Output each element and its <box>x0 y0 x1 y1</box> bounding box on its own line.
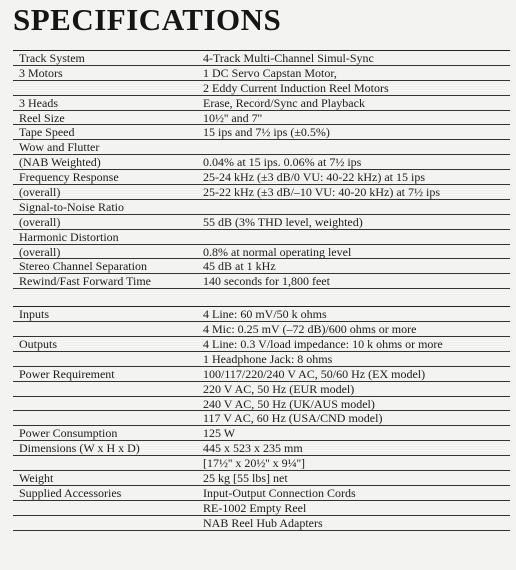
spec-row <box>13 274 510 289</box>
spec-label <box>13 456 191 470</box>
spec-row <box>13 259 510 274</box>
spec-value: RE-1002 Empty Reel <box>203 500 307 515</box>
spec-value: 10½'' and 7'' <box>203 110 262 125</box>
spec-value: [17½'' x 20½'' x 9¼''] <box>203 456 305 471</box>
spec-label: Weight <box>19 471 54 485</box>
spec-label: Reel Size <box>19 110 65 125</box>
spec-row <box>13 111 510 126</box>
spec-label: Stereo Channel Separation <box>19 259 147 274</box>
spec-value: 140 seconds for 1,800 feet <box>203 274 330 289</box>
spec-row <box>13 245 510 260</box>
spec-label: Rewind/Fast Forward Time <box>19 274 152 289</box>
spec-label <box>13 81 191 95</box>
spec-label: Dimensions (W x H x D) <box>19 441 140 456</box>
spec-row <box>13 96 510 111</box>
spec-value: 4-Track Multi-Channel Simul-Sync <box>203 51 374 65</box>
spec-label: Outputs <box>19 337 58 351</box>
spec-value: Input-Output Connection Cords <box>203 485 356 500</box>
spec-value: 4 Mic: 0.25 mV (–72 dB)/600 ohms or more <box>203 322 417 337</box>
spec-label <box>13 501 191 515</box>
spec-label: (overall) <box>19 185 61 199</box>
spec-label <box>13 289 191 306</box>
page-title: SPECIFICATIONS <box>13 2 282 37</box>
spec-label <box>13 516 191 530</box>
spec-row <box>13 81 510 96</box>
spec-value <box>191 140 510 154</box>
section-divider <box>13 289 510 307</box>
spec-row <box>13 471 510 486</box>
spec-row <box>13 486 510 501</box>
spec-row <box>13 170 510 185</box>
spec-label: Inputs <box>19 307 49 322</box>
spec-value <box>191 289 510 306</box>
spec-row <box>13 51 510 66</box>
spec-label: (overall) <box>19 214 61 229</box>
spec-row <box>13 426 510 441</box>
spec-row <box>13 501 510 516</box>
spec-label <box>13 382 191 396</box>
spec-value: 25-24 kHz (±3 dB/0 VU: 40-22 kHz) at 15 ips <box>203 170 426 185</box>
spec-label: (NAB Weighted) <box>19 155 101 170</box>
spec-value: 0.8% at normal operating level <box>203 244 352 259</box>
spec-value: 445 x 523 x 235 mm <box>203 441 303 456</box>
spec-row <box>13 337 510 352</box>
spec-label: Frequency Response <box>19 170 119 185</box>
spec-value: 1 DC Servo Capstan Motor, <box>203 65 337 80</box>
spec-label <box>13 322 191 336</box>
spec-label: 3 Motors <box>19 65 63 80</box>
spec-row <box>13 307 510 322</box>
spec-row <box>13 352 510 367</box>
spec-label <box>13 397 191 411</box>
spec-row <box>13 125 510 140</box>
spec-value: 25-22 kHz (±3 dB/–10 VU: 40-20 kHz) at 7½ ips <box>203 185 441 199</box>
spec-value: 0.04% at 15 ips. 0.06% at 7½ ips <box>203 155 362 170</box>
spec-value: 240 V AC, 50 Hz (UK/AUS model) <box>203 396 375 411</box>
spec-label: Power Requirement <box>19 366 115 381</box>
spec-row <box>13 367 510 382</box>
spec-value <box>191 230 510 244</box>
spec-value: 4 Line: 0.3 V/load impedance: 10 k ohms or more <box>203 337 443 351</box>
spec-row <box>13 66 510 81</box>
spec-value <box>191 200 510 214</box>
spec-value: 45 dB at 1 kHz <box>203 259 276 274</box>
spec-label: Signal-to-Noise Ratio <box>19 199 124 214</box>
spec-value: 1 Headphone Jack: 8 ohms <box>203 351 333 366</box>
spec-value: 117 V AC, 60 Hz (USA/CND model) <box>203 411 383 426</box>
spec-label: (overall) <box>19 244 61 259</box>
spec-row <box>13 516 510 531</box>
spec-label: Supplied Accessories <box>19 485 122 500</box>
spec-row <box>13 230 510 245</box>
spec-label: 3 Heads <box>19 95 58 110</box>
spec-row <box>13 200 510 215</box>
spec-value: 15 ips and 7½ ips (±0.5%) <box>203 125 330 140</box>
spec-value: 220 V AC, 50 Hz (EUR model) <box>203 381 355 396</box>
spec-row <box>13 185 510 200</box>
spec-value: 100/117/220/240 V AC, 50/60 Hz (EX model) <box>203 366 426 381</box>
spec-row <box>13 155 510 170</box>
spec-value: 2 Eddy Current Induction Reel Motors <box>203 80 389 95</box>
spec-table <box>13 50 510 531</box>
spec-value: 55 dB (3% THD level, weighted) <box>203 214 363 229</box>
spec-label <box>13 411 191 425</box>
spec-row <box>13 441 510 456</box>
spec-row <box>13 397 510 412</box>
spec-label: Wow and Flutter <box>19 140 100 155</box>
spec-row <box>13 456 510 471</box>
spec-label: Track System <box>19 51 85 65</box>
spec-row <box>13 382 510 397</box>
spec-row <box>13 411 510 426</box>
spec-row <box>13 140 510 155</box>
spec-row <box>13 322 510 337</box>
spec-value: Erase, Record/Sync and Playback <box>203 95 365 110</box>
spec-label <box>13 352 191 366</box>
spec-label: Harmonic Distortion <box>19 229 119 244</box>
spec-value: 25 kg [55 lbs] net <box>203 471 288 485</box>
spec-value: 4 Line: 60 mV/50 k ohms <box>203 307 327 322</box>
spec-value: 125 W <box>203 426 236 441</box>
spec-label: Tape Speed <box>19 125 75 140</box>
spec-row <box>13 215 510 230</box>
spec-label: Power Consumption <box>19 426 118 441</box>
spec-value: NAB Reel Hub Adapters <box>203 515 323 530</box>
